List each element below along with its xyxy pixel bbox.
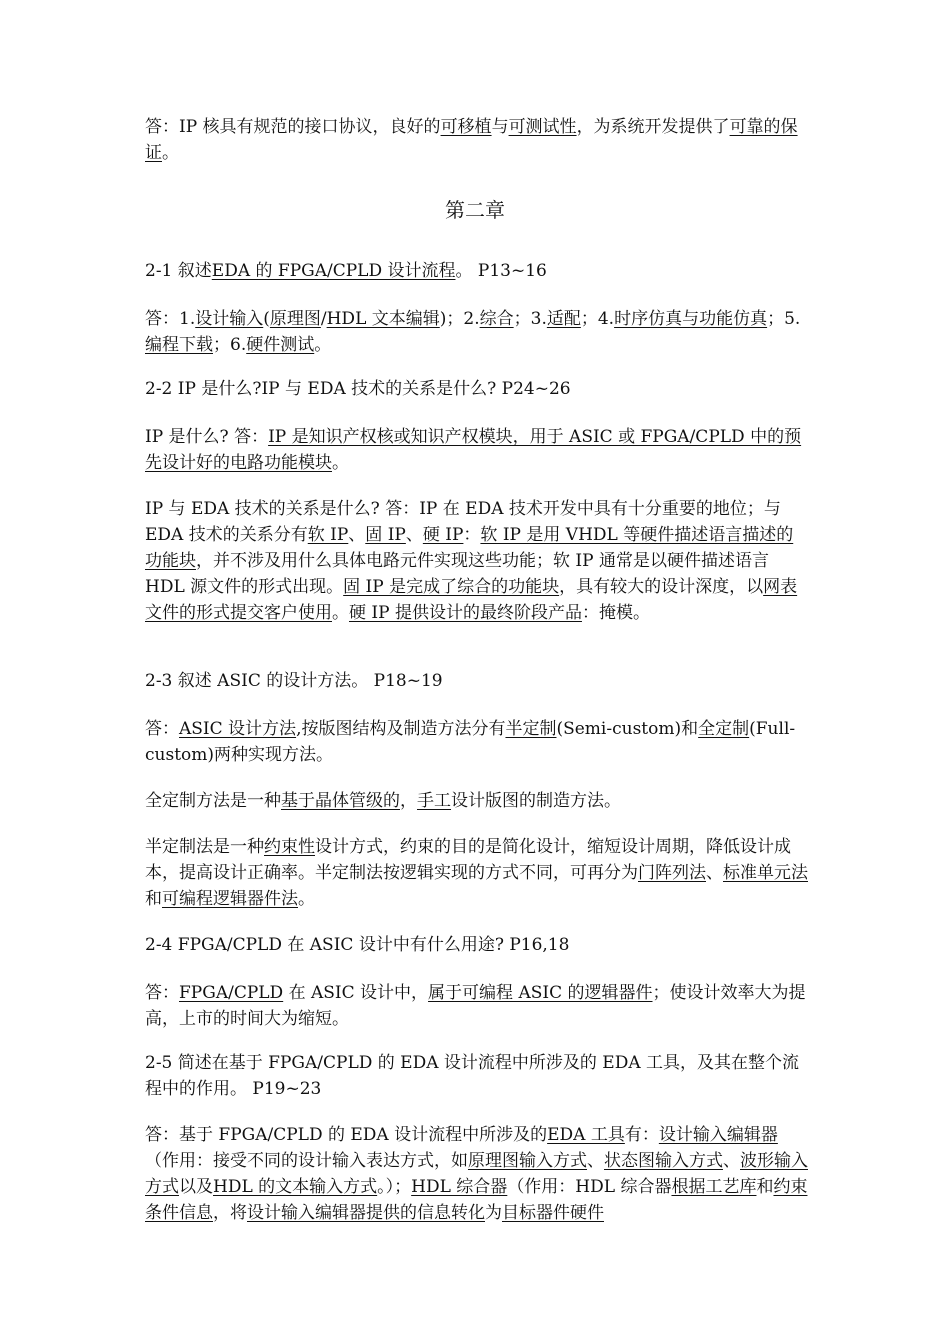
text-run: ： (463, 525, 481, 545)
text-run: 设计版图的制造方法。 (451, 791, 621, 811)
text-run: ,按版图结构及制造方法分有 (296, 719, 506, 739)
text-run: 全定制方法是一种 (145, 791, 281, 811)
underlined-term: 时序仿真与功能仿真 (614, 309, 768, 329)
underlined-term: 可靠的保证 (145, 117, 798, 163)
question-2-1 (145, 258, 810, 284)
text-run: 。 (314, 335, 332, 355)
answer-2-4 (145, 980, 810, 1032)
text-run: 答： (145, 719, 179, 739)
underlined-term: 根据工艺库 (671, 1177, 757, 1197)
answer-2-3-methods (145, 716, 810, 768)
underlined-term: 约束条件信息 (145, 1177, 808, 1223)
underlined-term: 设计输入编辑器提供的信息转化 (247, 1203, 485, 1223)
underlined-term: HDL 文本编辑 (326, 309, 440, 329)
text-run: 和 (756, 1177, 774, 1197)
text-run: （作用：接受不同的设计输入表达方式，如 (145, 1151, 468, 1171)
text-run: 有： (624, 1125, 659, 1145)
text-run: ( (263, 309, 270, 329)
text-run: 、 (587, 1151, 604, 1171)
underlined-term: 软 IP (307, 525, 349, 545)
underlined-term: 硬 IP 提供设计的最终阶段产品 (349, 603, 582, 623)
text-run: (Semi-custom)和 (556, 719, 699, 739)
text-run: 设计方式，约束的目的是简化设计，缩短设计周期，降低设计成本，提高设计正确率。半定制法按逻辑实现的方式不同，可再分为 (145, 837, 791, 883)
underlined-term: 软 IP 是用 VHDL 等硬件描述语言描述的功能块 (145, 525, 794, 571)
text-run: 。 (332, 603, 349, 623)
text-run: 和 (145, 889, 162, 909)
text-run: 2-4 FPGA/CPLD 在 ASIC 设计中有什么用途? P16,18 (145, 935, 570, 955)
text-run: 以及 (179, 1177, 213, 1197)
text-run: 为 (485, 1203, 502, 1223)
text-run: 、 (348, 525, 366, 545)
text-run: ：掩模。 (581, 603, 650, 623)
question-2-3 (145, 668, 810, 694)
text-run: 半定制法是一种 (145, 837, 264, 857)
answer-2-5 (145, 1122, 810, 1226)
text-run: / (320, 309, 327, 329)
underlined-term: 固 IP 是完成了综合的功能块 (343, 577, 560, 597)
text-run: IP 与 EDA 技术的关系是什么? 答：IP 在 EDA 技术开发中具有十分重要的地位；与 EDA 技术的关系分有 (145, 499, 781, 545)
answer-2-3-semi-custom (145, 834, 810, 912)
underlined-term: 设计输入编辑器 (658, 1125, 778, 1145)
text-run: 。 (298, 889, 315, 909)
underlined-term: 综合 (479, 309, 514, 329)
chapter-title: 第二章 (445, 198, 505, 222)
question-2-5 (145, 1050, 810, 1102)
underlined-term: HDL 综合器 (411, 1177, 508, 1197)
underlined-term: 全定制 (698, 719, 750, 739)
answer-2-2-relation (145, 496, 810, 626)
text-run: 2-1 叙述 (145, 261, 212, 281)
underlined-term: 可编程逻辑器件法 (162, 889, 298, 909)
text-run: 答： (145, 983, 179, 1003)
answer-2-1 (145, 306, 810, 358)
text-run: 2-5 简述在基于 FPGA/CPLD 的 EDA 设计流程中所涉及的 EDA 工具，及其在整个流程中的作用。 P19~23 (145, 1053, 800, 1099)
underlined-term: 门阵列法 (638, 863, 706, 883)
text-run: 、 (405, 525, 423, 545)
underlined-term: 手工 (417, 791, 451, 811)
underlined-term: HDL 的文本输入方式 (213, 1177, 378, 1197)
text-run: 。）； (377, 1177, 412, 1197)
underlined-term: 固 IP (365, 525, 406, 545)
underlined-term: EDA 工具 (547, 1125, 625, 1145)
underlined-term: 原理图 (269, 309, 321, 329)
underlined-term: 原理图输入方式 (468, 1151, 587, 1171)
text-run: 。 P13~16 (455, 261, 547, 281)
underlined-term: 硬 IP (422, 525, 464, 545)
underlined-term: 约束性 (264, 837, 315, 857)
text-run: 在 ASIC 设计中， (283, 983, 429, 1003)
underlined-term: 硬件测试 (246, 335, 315, 355)
text-run: 答：基于 FPGA/CPLD 的 EDA 设计流程中所涉及的 (145, 1125, 548, 1145)
underlined-term: 网表文件的形式提交客户使用 (145, 577, 798, 623)
text-run: ， (400, 791, 417, 811)
underlined-term: EDA 的 FPGA/CPLD 设计流程 (211, 261, 456, 281)
underlined-term: 目标器件硬件 (502, 1203, 604, 1223)
underlined-term: FPGA/CPLD (179, 983, 284, 1003)
text-run: ；使设计效率大为提高，上市的时间大为缩短。 (145, 983, 806, 1029)
underlined-term: 波形输入方式 (145, 1151, 808, 1197)
text-run: 。 (162, 143, 179, 163)
text-run: ；6. (213, 335, 247, 355)
underlined-term: 可测试性 (508, 117, 577, 137)
underlined-term: 半定制 (505, 719, 557, 739)
text-run: ；4. (580, 309, 615, 329)
text-run: 、 (706, 863, 723, 883)
question-2-2 (145, 376, 810, 402)
text-run: ，具有较大的设计深度，以 (559, 577, 764, 597)
text-run: (Full-custom)两种实现方法。 (145, 719, 796, 765)
answer-ip-core-paragraph (145, 114, 810, 166)
underlined-term: 适配 (546, 309, 581, 329)
underlined-term: 可移植 (440, 117, 492, 137)
underlined-term: 属于可编程 ASIC 的逻辑器件 (428, 983, 653, 1003)
underlined-term: 编程下载 (145, 335, 213, 355)
text-run: 。 (332, 453, 349, 473)
text-run: IP 是什么? 答： (145, 427, 269, 447)
underlined-term: ASIC 设计方法 (179, 719, 297, 739)
text-run: 答：IP 核具有规范的接口协议，良好的 (145, 117, 441, 137)
answer-2-3-full-custom (145, 788, 810, 814)
underlined-term: 基于晶体管级的 (281, 791, 400, 811)
underlined-term: 设计输入 (195, 309, 264, 329)
text-run: 答：1. (145, 309, 196, 329)
question-2-4 (145, 932, 810, 958)
underlined-term: 状态图输入方式 (604, 1151, 723, 1171)
text-run: （作用：HDL 综合器 (507, 1177, 672, 1197)
text-run: ，为系统开发提供了 (576, 117, 730, 137)
text-run: ；3. (513, 309, 547, 329)
text-run: 2-2 IP 是什么?IP 与 EDA 技术的关系是什么? P24~26 (145, 379, 571, 399)
underlined-term: 标准单元法 (723, 863, 808, 883)
text-run: )；2. (439, 309, 480, 329)
text-run: 2-3 叙述 ASIC 的设计方法。 P18~19 (145, 671, 443, 691)
underlined-term: IP 是知识产权核或知识产权模块，用于 ASIC 或 FPGA/CPLD 中的预先设计好的电路功能模块 (145, 427, 802, 473)
text-run: ；5. (767, 309, 801, 329)
text-run: ，并不涉及用什么具体电路元件实现这些功能；软 IP 通常是以硬件描述语言 HDL 源文件的形式出现。 (145, 551, 769, 597)
text-run: 、 (723, 1151, 740, 1171)
text-run: 与 (491, 117, 509, 137)
answer-2-2-what-is-ip (145, 424, 810, 476)
text-run: ，将 (213, 1203, 247, 1223)
